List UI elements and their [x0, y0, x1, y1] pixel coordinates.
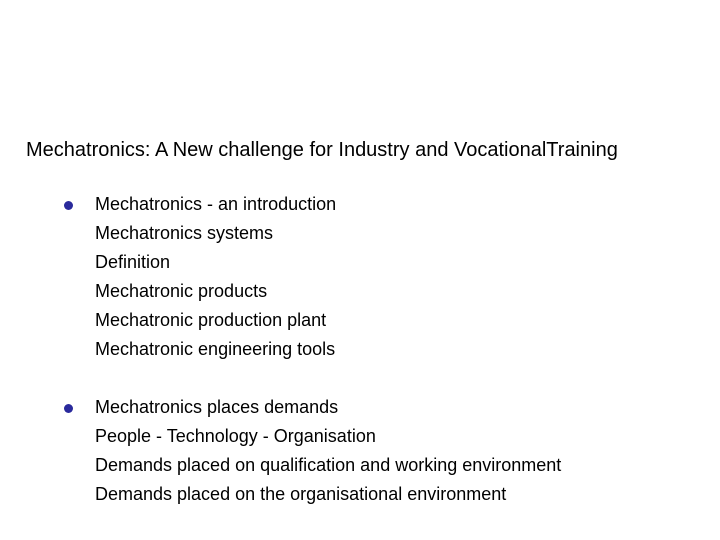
bullet-group-demands	[95, 393, 561, 509]
bullet-icon	[64, 404, 73, 413]
bullet-line: Mechatronic production plant	[95, 310, 327, 330]
bullet-line: Demands placed on qualification and working environment	[95, 455, 562, 475]
bullet-group-introduction	[95, 190, 336, 364]
bullet-line: Mechatronics - an introduction	[95, 194, 337, 214]
bullet-line: Mechatronic products	[95, 281, 268, 301]
bullet-line: Mechatronic engineering tools	[95, 339, 336, 359]
bullet-line: Mechatronics systems	[95, 223, 274, 243]
bullet-line: People - Technology - Organisation	[95, 426, 376, 446]
bullet-line: Mechatronics places demands	[95, 397, 339, 417]
bullet-line: Demands placed on the organisational environment	[95, 484, 507, 504]
bullet-icon	[64, 201, 73, 210]
bullet-line: Definition	[95, 252, 171, 272]
slide-title: Mechatronics: A New challenge for Industry and VocationalTraining	[26, 139, 618, 161]
